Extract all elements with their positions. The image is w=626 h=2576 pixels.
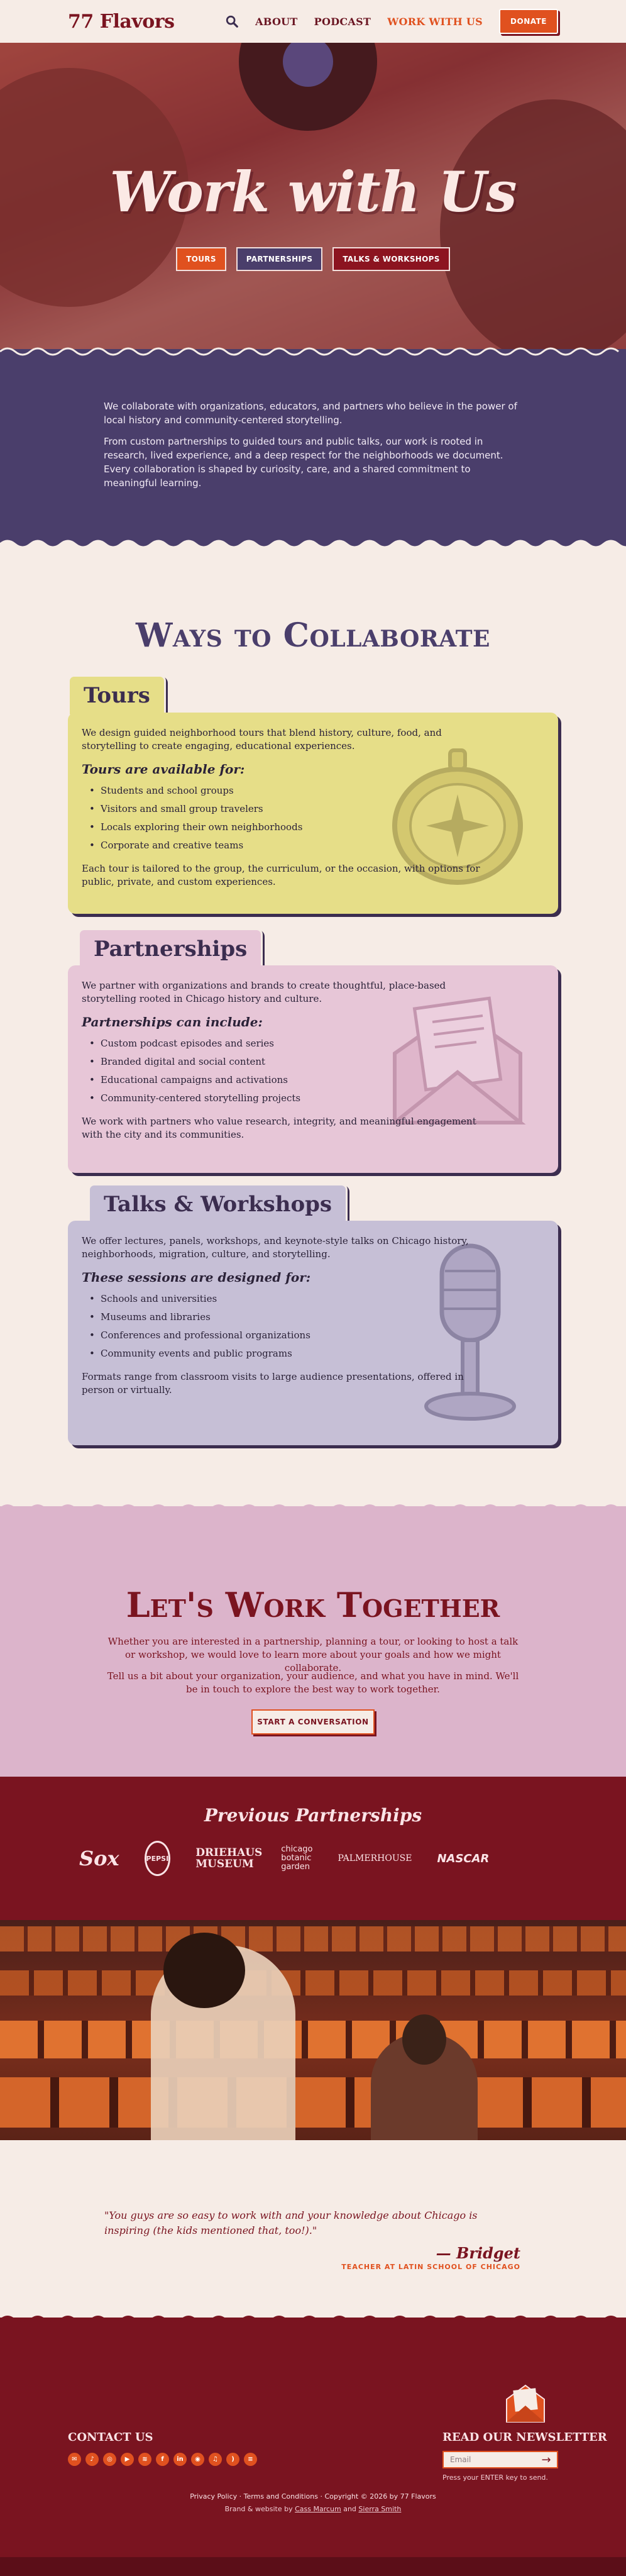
list-item: • Schools and universities: [82, 1290, 544, 1308]
lwt-paragraph-2: Tell us a bit about your organization, your audience, and what you have in mind. We'll be in touch to explore the best way to work together.: [107, 1670, 519, 1695]
talks-list: [82, 1290, 544, 1363]
list-item: • Students and school groups: [82, 782, 544, 800]
testimonial-role: TEACHER AT LATIN SCHOOL OF CHICAGO: [341, 2263, 520, 2271]
list-item: • Museums and libraries: [82, 1308, 544, 1326]
talks-tab: Talks & Workshops: [88, 1184, 348, 1225]
partnerships-tab: Partnerships: [78, 928, 263, 970]
newsletter-heading: READ OUR NEWSLETTER: [442, 2431, 607, 2444]
tours-tab: Tours: [68, 675, 166, 716]
nav-work-with-us[interactable]: WORK WITH US: [387, 15, 483, 28]
tours-intro: We design guided neighborhood tours that blend history, culture, food, and storytelling to create engaging, educational experiences.: [82, 727, 442, 752]
palmer-house-logo: PALMERHOUSE: [338, 1853, 412, 1863]
rss-icon[interactable]: ): [226, 2453, 239, 2466]
testimonial-author: — Bridget: [436, 2244, 520, 2262]
contact-heading: CONTACT US: [68, 2431, 153, 2444]
partnerships-outro: We work with partners who value research, integrity, and meaningful engagement with the city and its communities.: [82, 1116, 476, 1140]
seat-row: [0, 1926, 626, 1951]
wave-divider-top: [0, 345, 626, 358]
wave-divider-pink: [0, 1501, 626, 1514]
nav-podcast[interactable]: PODCAST: [314, 15, 371, 28]
tag-talks-workshops[interactable]: TALKS & WORKSHOPS: [332, 247, 449, 271]
search-icon[interactable]: [225, 14, 239, 28]
tours-card: [68, 713, 558, 914]
intro-text: [104, 399, 525, 490]
talks-outro: Formats range from classroom visits to large audience presentations, offered in person or virtually.: [82, 1371, 464, 1396]
talks-intro: We offer lectures, panels, workshops, and keynote-style talks on Chicago history, neighborhoods, migration, culture, and storytelling.: [82, 1235, 469, 1260]
theater-photo: [0, 1920, 626, 2140]
hero: [0, 43, 626, 357]
wave-divider-bottom: [0, 538, 626, 550]
legal-links[interactable]: Privacy Policy · Terms and Conditions · Copyright © 2026 by 77 Flavors: [190, 2492, 436, 2501]
driehaus-logo: DRIEHAUS MUSEUM: [195, 1846, 263, 1870]
newsletter-submit-arrow-icon[interactable]: →: [541, 2453, 551, 2467]
lwt-title: Let's Work Together: [126, 1585, 500, 1625]
list-item: • Community-centered storytelling projects: [82, 1089, 544, 1108]
seat-row: [0, 2021, 626, 2058]
seat-row: [0, 2077, 626, 2128]
testimonial: [0, 2140, 626, 2318]
list-item: • Conferences and professional organizations: [82, 1326, 544, 1345]
hero-title: Work with Us: [109, 159, 517, 225]
credit-and: and: [343, 2505, 356, 2513]
photo-person-man-head: [402, 2014, 446, 2065]
list-item: • Locals exploring their own neighborhoods: [82, 818, 544, 836]
partnerships-list: [82, 1035, 544, 1108]
intro-paragraph-1: We collaborate with organizations, educators, and partners who believe in the power of local history and community-centered storytelling.: [104, 401, 517, 426]
tiktok-icon[interactable]: ♪: [85, 2453, 99, 2466]
list-item: • Custom podcast episodes and series: [82, 1035, 544, 1053]
credit-prefix: Brand & website by: [224, 2505, 293, 2513]
intro-section: [0, 349, 626, 547]
credit-link-cass[interactable]: Cass Marcum: [295, 2505, 341, 2513]
credits: [0, 2505, 626, 2513]
partnerships-intro: We partner with organizations and brands to create thoughtful, place-based storytelling rooted in Chicago history and culture.: [82, 980, 446, 1004]
youtube-icon[interactable]: ▶: [121, 2453, 134, 2466]
pepsi-logo-text: PEPSI: [146, 1854, 169, 1863]
linkedin-icon[interactable]: in: [173, 2453, 187, 2466]
list-item: • Community events and public programs: [82, 1345, 544, 1363]
list-item: • Visitors and small group travelers: [82, 800, 544, 818]
email-icon[interactable]: ✉: [68, 2453, 81, 2466]
partners-title: Previous Partnerships: [204, 1805, 422, 1826]
logo[interactable]: 77 Flavors: [68, 10, 175, 33]
nav-about[interactable]: ABOUT: [255, 15, 298, 28]
social-icons: [68, 2453, 257, 2466]
talks-card: [68, 1221, 558, 1445]
lwt-paragraph-1: Whether you are interested in a partnership, planning a tour, or looking to host a talk or workshop, we would love to learn more about your goals and how we might collaborate.: [107, 1636, 519, 1674]
partnerships-subheading: Partnerships can include:: [82, 1014, 263, 1030]
instagram-icon[interactable]: ◎: [103, 2453, 116, 2466]
list-item: • Branded digital and social content: [82, 1053, 544, 1071]
seat-row: [0, 1970, 626, 1996]
tours-outro: Each tour is tailored to the group, the curriculum, or the occasion, with options for public, private, and custom experiences.: [82, 863, 480, 887]
partner-logos: [79, 1840, 490, 1877]
list-item: • Educational campaigns and activations: [82, 1071, 544, 1089]
nascar-logo: NASCAR: [437, 1852, 490, 1865]
lets-work-together: [0, 1506, 626, 1777]
partnerships-card: [68, 965, 558, 1173]
tours-list: [82, 782, 544, 855]
main-nav: [225, 9, 558, 34]
newsletter-hint: Press your ENTER key to send.: [442, 2473, 548, 2482]
envelope-icon: [503, 2380, 548, 2426]
tag-partnerships[interactable]: PARTNERSHIPS: [236, 247, 323, 271]
newsletter-email-input[interactable]: Email: [442, 2451, 558, 2468]
tag-tours[interactable]: TOURS: [176, 247, 226, 271]
ways-title: Ways to Collaborate: [136, 616, 490, 655]
photo-person-woman-hair: [163, 1933, 245, 2008]
hero-tags: [0, 247, 626, 271]
footer-bottom-bar: [0, 2557, 626, 2576]
previous-partnerships: [0, 1777, 626, 1920]
talks-subheading: These sessions are designed for:: [82, 1270, 311, 1285]
start-conversation-button[interactable]: START A CONVERSATION: [251, 1709, 375, 1735]
list-item: • Corporate and creative teams: [82, 836, 544, 855]
testimonial-quote: "You guys are so easy to work with and your knowledge about Chicago is inspiring (the kids mentioned that, too!).": [104, 2209, 478, 2236]
credit-link-sierra[interactable]: Sierra Smith: [358, 2505, 402, 2513]
substack-icon[interactable]: ≡: [244, 2453, 257, 2466]
podcast-icon[interactable]: ◉: [191, 2453, 204, 2466]
intro-paragraph-2: From custom partnerships to guided tours and public talks, our work is rooted in research, lived experience, and a deep respect for the neighborhoods we document. Every collaboration is shaped by curiosity, care, and a shared commitment to meaningful learning.: [104, 436, 503, 489]
site-header: [0, 0, 626, 43]
pepsi-logo: [145, 1841, 171, 1876]
botanic-garden-logo: chicago botanic garden: [281, 1845, 313, 1872]
spotify-icon[interactable]: ≋: [138, 2453, 151, 2466]
donate-button[interactable]: DONATE: [499, 9, 558, 34]
site-footer: [0, 2318, 626, 2576]
facebook-icon[interactable]: f: [156, 2453, 169, 2466]
white-sox-logo: Sox: [79, 1846, 119, 1870]
wave-divider-footer: [0, 2312, 626, 2325]
apple-podcast-icon[interactable]: ♫: [209, 2453, 222, 2466]
tours-subheading: Tours are available for:: [82, 762, 245, 777]
